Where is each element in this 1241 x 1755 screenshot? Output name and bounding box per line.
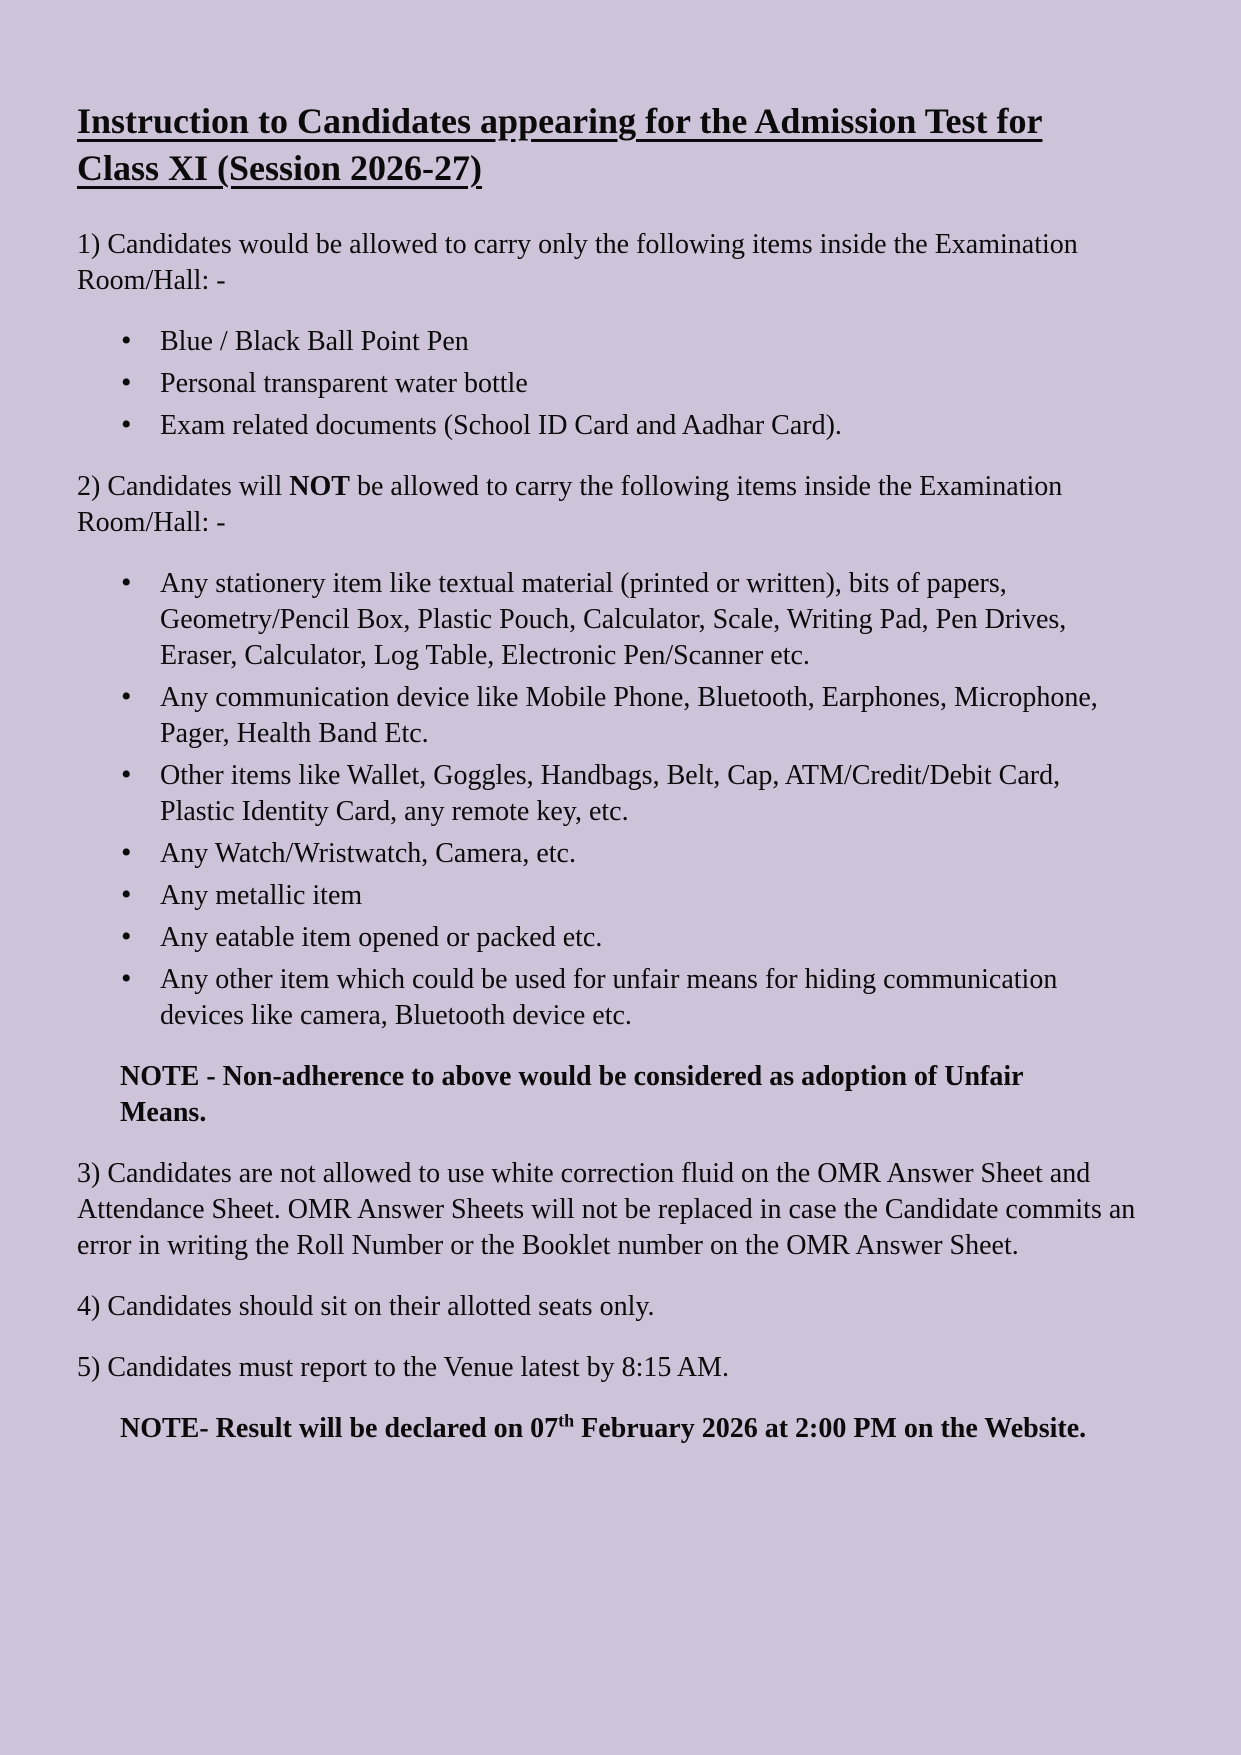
page-title: Instruction to Candidates appearing for the Admission Test for Class XI (Session 2026-27): [77, 101, 1043, 188]
list-item: [77, 566, 1154, 674]
list-item: [77, 962, 1154, 1034]
bullet-icon: •: [121, 878, 132, 911]
list-item-text: Any other item which could be used for unfair means for hiding communication devices like camera, Bluetooth device etc.: [160, 964, 1058, 1031]
list-item: [77, 408, 1154, 444]
list-item-text: Exam related documents (School ID Card and Aadhar Card).: [160, 410, 842, 441]
paragraph-suffix: be allowed to carry the following items inside the Examination Room/Hall: -: [77, 471, 1063, 538]
bullet-icon: •: [121, 366, 132, 399]
list-item-text: Any metallic item: [160, 880, 363, 911]
allowed-items-list: [77, 324, 1154, 444]
list-item-text: Blue / Black Ball Point Pen: [160, 326, 469, 357]
bullet-icon: •: [121, 920, 132, 953]
note-suffix: February 2026 at 2:00 PM on the Website.: [574, 1413, 1087, 1444]
list-item-text: Any eatable item opened or packed etc.: [160, 922, 603, 953]
bullet-icon: •: [121, 836, 132, 869]
bullet-icon: •: [121, 758, 132, 791]
list-item: [77, 366, 1154, 402]
ordinal-superscript: th: [558, 1410, 575, 1431]
paragraph-omr-rules: 3) Candidates are not allowed to use white correction fluid on the OMR Answer Sheet and Attendance Sheet. OMR Answer Sheets will not be replaced in case the Candidate commits an error in writing the Roll Number or the Booklet number on the OMR Answer Sheet.: [77, 1158, 1136, 1261]
bullet-icon: •: [121, 962, 132, 995]
list-item: [77, 680, 1154, 752]
prohibited-items-list: [77, 566, 1154, 1034]
paragraph-report-time: 5) Candidates must report to the Venue latest by 8:15 AM.: [77, 1352, 729, 1383]
list-item: [77, 324, 1154, 360]
list-item: [77, 878, 1154, 914]
note-result-declaration: [77, 1411, 1154, 1447]
paragraph-allowed-items-intro: 1) Candidates would be allowed to carry only the following items inside the Examination Room/Hall: -: [77, 229, 1078, 296]
list-item-text: Personal transparent water bottle: [160, 368, 528, 399]
note-unfair-means: NOTE - Non-adherence to above would be considered as adoption of Unfair Means.: [120, 1061, 1024, 1128]
paragraph-allotted-seats: 4) Candidates should sit on their allotted seats only.: [77, 1291, 655, 1322]
bullet-icon: •: [121, 680, 132, 713]
list-item: [77, 836, 1154, 872]
list-item-text: Any communication device like Mobile Phone, Bluetooth, Earphones, Microphone, Pager, Health Band Etc.: [160, 682, 1098, 749]
bullet-icon: •: [121, 324, 132, 357]
paragraph-prefix: 2) Candidates will: [77, 471, 290, 502]
bullet-icon: •: [121, 566, 132, 599]
list-item-text: Any stationery item like textual material (printed or written), bits of papers, Geometry/Pencil Box, Plastic Pouch, Calculator, Scale, Writing Pad, Pen Drives, Eraser, Calculator, Log Table, Electronic Pen/Scanner etc.: [160, 568, 1067, 671]
emphasis-not: NOT: [289, 471, 350, 502]
note-prefix: NOTE- Result will be declared on 07: [120, 1413, 559, 1444]
paragraph-prohibited-items-intro: [77, 469, 1154, 541]
list-item-text: Other items like Wallet, Goggles, Handbags, Belt, Cap, ATM/Credit/Debit Card, Plastic Identity Card, any remote key, etc.: [160, 760, 1061, 827]
bullet-icon: •: [121, 408, 132, 441]
list-item-text: Any Watch/Wristwatch, Camera, etc.: [160, 838, 576, 869]
list-item: [77, 920, 1154, 956]
list-item: [77, 758, 1154, 830]
